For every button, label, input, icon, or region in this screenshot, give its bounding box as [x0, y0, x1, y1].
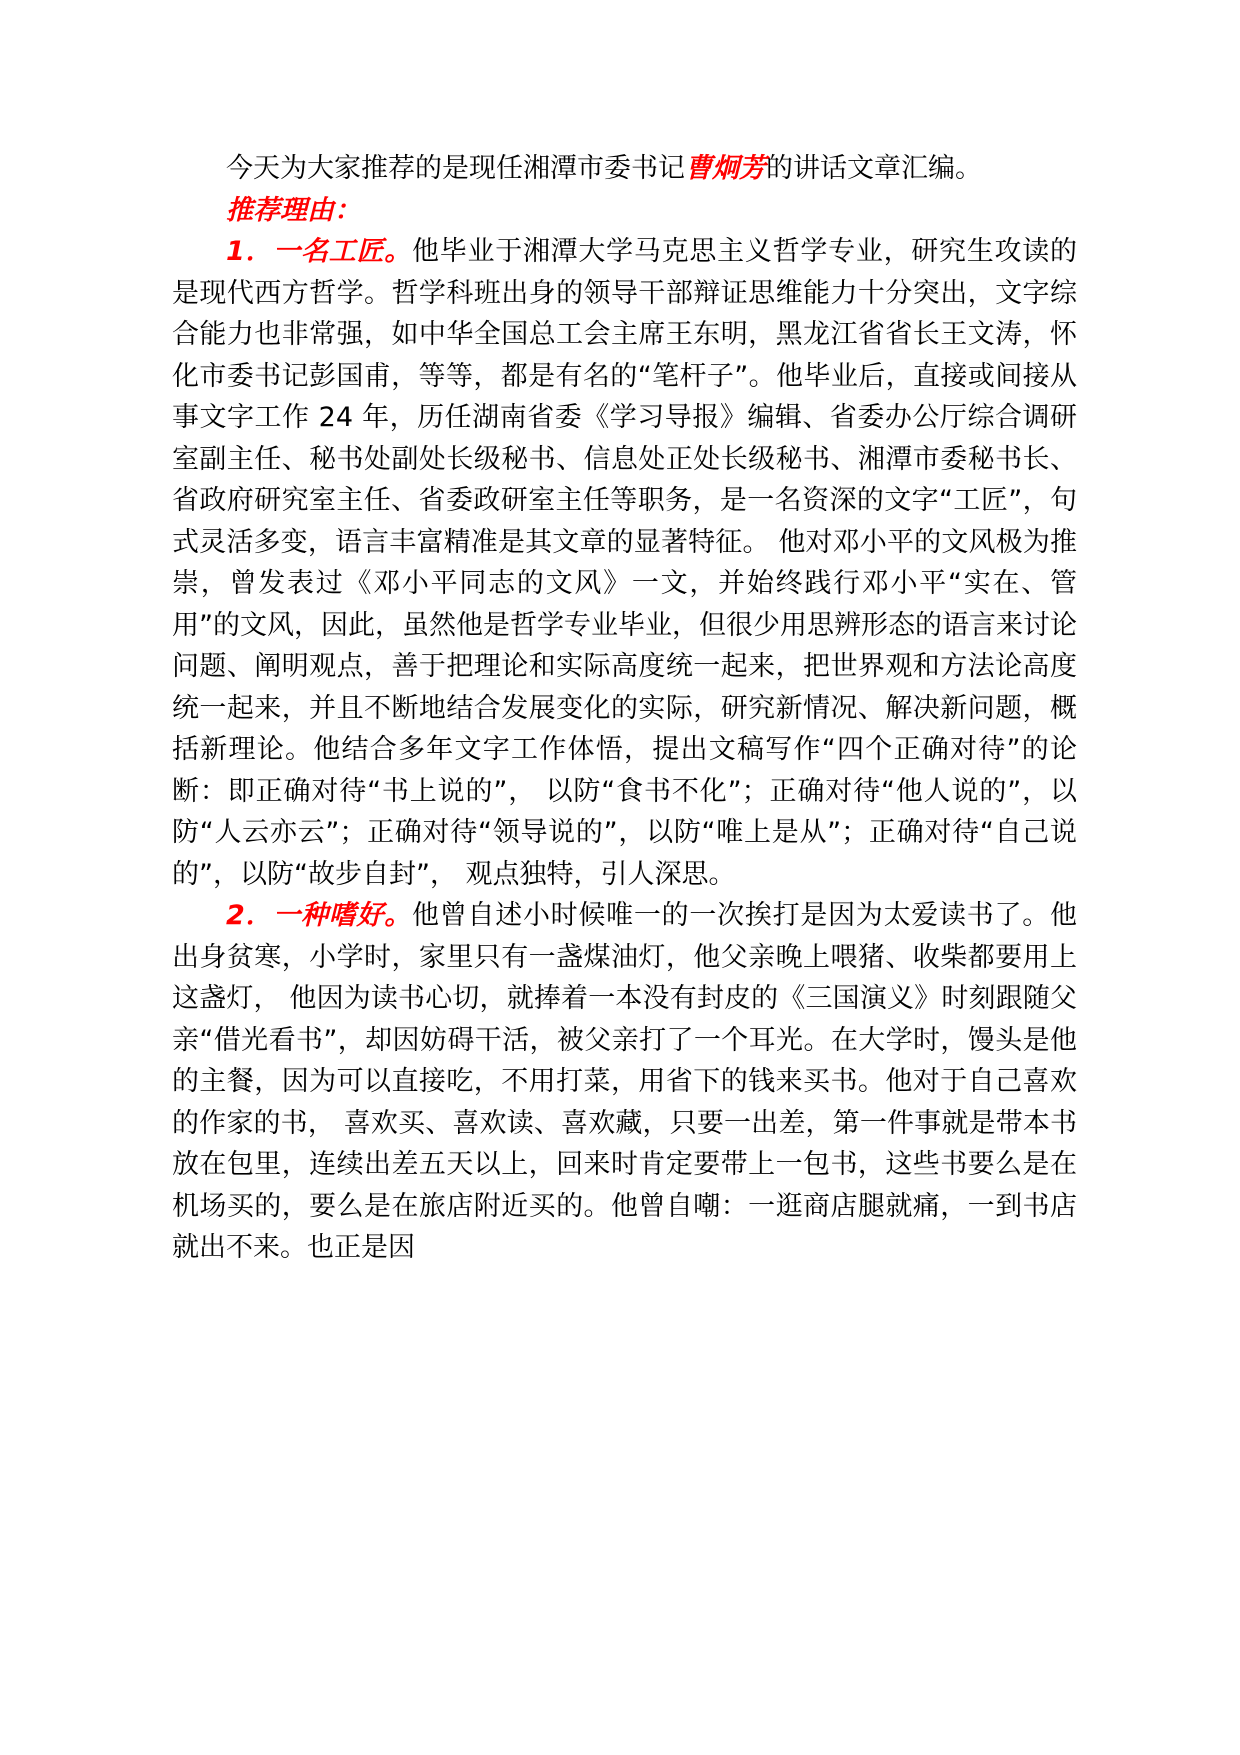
intro-paragraph [172, 148, 1077, 190]
official-name: 曹炯芳 [685, 153, 766, 184]
reason-heading: 推荐理由： [226, 194, 361, 226]
reason-item-2-number: 2． [226, 900, 274, 931]
reason-item-1 [172, 231, 1077, 895]
reason-heading-paragraph [172, 190, 1077, 232]
article-body [172, 148, 1077, 1269]
intro-text-after: 的讲话文章汇编。 [766, 153, 982, 184]
intro-text-before: 今天为大家推荐的是现任湘潭市委书记 [226, 153, 685, 184]
reason-item-1-title: 一名工匠。 [273, 236, 412, 267]
reason-item-1-body: 他毕业于湘潭大学马克思主义哲学专业，研究生攻读的是现代西方哲学。哲学科班出身的领导干部辩证思维能力十分突出，文字综合能力也非常强，如中华全国总工会主席王东明，黑龙江省省长王文涛，怀化市委书记彭国甫，等等，都是有名的“笔杆子”。他毕业后，直接或间接从事文字工作 24 年，历任湖南省委《学习导报》编辑、省委办公厅综合调研室副主任、秘书处副处长级秘书、信息处正处长级秘书、湘潭市委秘书长、省政府研究室主任、省委政研室主任等职务，是一名资深的文字“工匠”，句式灵活多变，语言丰富精准是其文章的显著特征。 他对邓小平的文风极为推崇，曾发表过《邓小平同志的文风》一文，并始终践行邓小平“实在、管用”的文风，因此，虽然他是哲学专业毕业，但很少用思辨形态的语言来讨论问题、阐明观点，善于把理论和实际高度统一起来，把世界观和方法论高度统一起来，并且不断地结合发展变化的实际，研究新情况、解决新问题，概括新理论。他结合多年文字工作体悟，提出文稿写作“四个正确对待”的论断：即正确对待“书上说的”， 以防“食书不化”；正确对待“他人说的”，以防“人云亦云”；正确对待“领导说的”，以防“唯上是从”；正确对待“自己说的”，以防“故步自封”， 观点独特，引人深思。 [172, 236, 1078, 890]
reason-item-2 [172, 895, 1077, 1269]
reason-item-2-body: 他曾自述小时候唯一的一次挨打是因为太爱读书了。他出身贫寒，小学时，家里只有一盏煤油灯，他父亲晚上喂猪、收柴都要用上这盏灯， 他因为读书心切，就捧着一本没有封皮的《三国演义》时刻跟随父亲“借光看书”，却因妨碍干活，被父亲打了一个耳光。在大学时，馒头是他的主餐，因为可以直接吃，不用打菜，用省下的钱来买书。他对于自己喜欢的作家的书， 喜欢买、喜欢读、喜欢藏，只要一出差，第一件事就是带本书放在包里，连续出差五天以上，回来时肯定要带上一包书，这些书要么是在机场买的，要么是在旅店附近买的。他曾自嘲：一逛商店腿就痛，一到书店就出不来。也正是因 [172, 900, 1078, 1263]
reason-item-2-title: 一种嗜好。 [273, 900, 412, 931]
reason-item-1-number: 1． [226, 236, 274, 267]
